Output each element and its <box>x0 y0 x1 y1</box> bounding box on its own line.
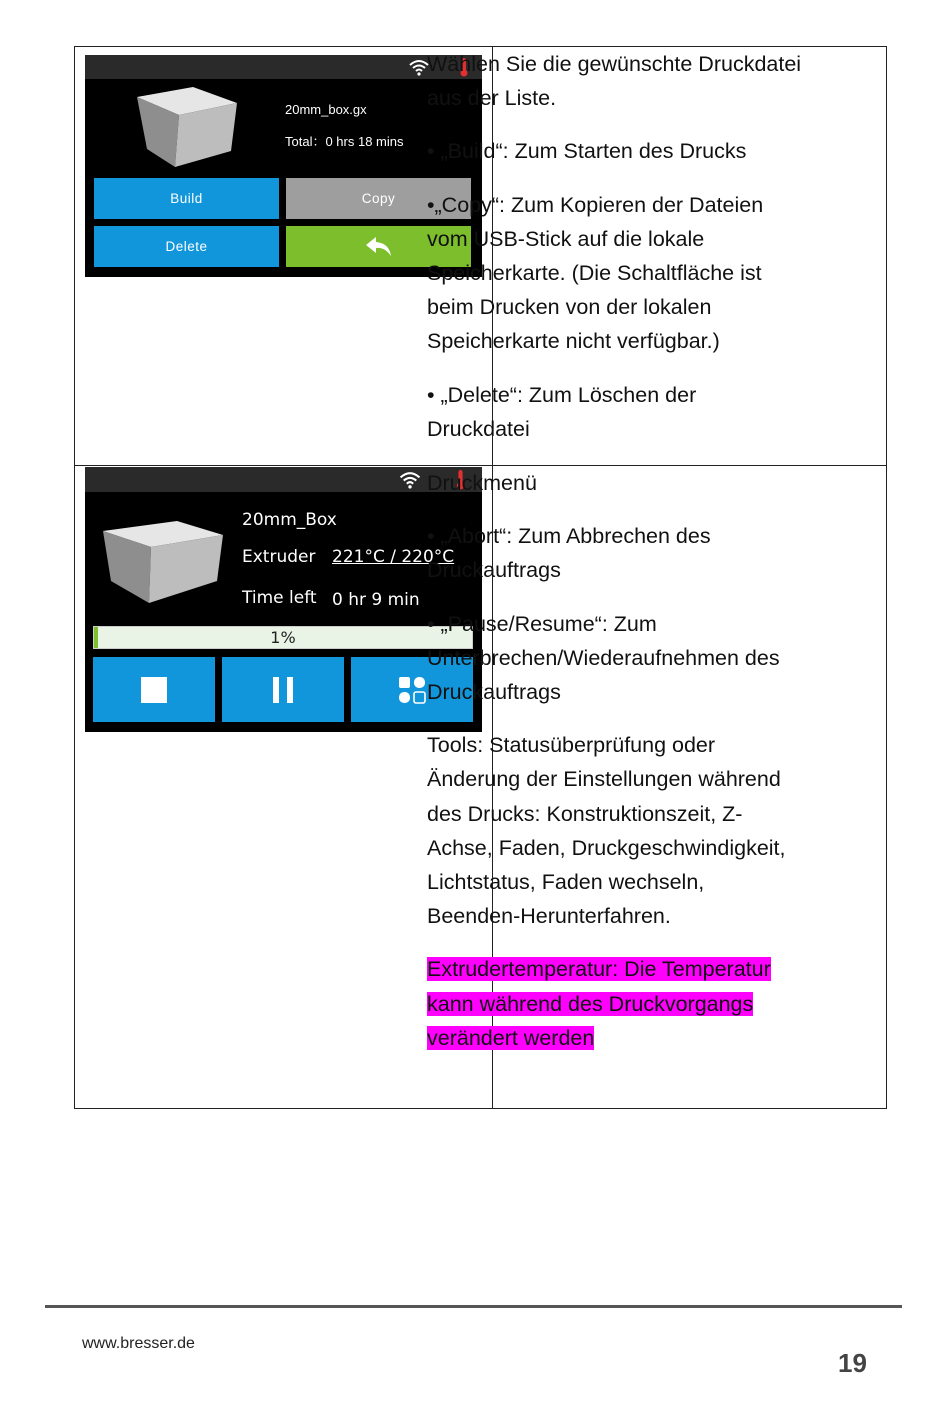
stop-icon <box>141 677 167 703</box>
print-file-name: 20mm_Box <box>242 510 337 530</box>
model-preview <box>133 85 243 169</box>
text-copy: •„Copy“: Zum Kopieren der Dateien vom USB-Stick auf die lokale Speicherkarte. (Die Schaltfläche ist beim Drucken von der lokalen Speicherkarte nicht verfügbar.) <box>427 192 764 354</box>
time-left-value: 0 hr 9 min <box>332 590 420 610</box>
text-extruder-temperature <box>427 952 802 1055</box>
text-delete: • „Delete“: Zum Löschen der Druckdatei <box>427 382 697 441</box>
delete-button[interactable] <box>94 226 279 267</box>
pause-icon <box>272 677 294 703</box>
text-build: • „Build“: Zum Starten des Drucks <box>427 139 747 164</box>
page-number: 19 <box>838 1348 867 1378</box>
print-screen <box>85 467 482 732</box>
footer-url: www.bresser.de <box>82 1335 195 1352</box>
total-time: Total：0 hrs 18 mins <box>285 134 404 149</box>
footer-divider <box>45 1305 902 1308</box>
abort-button[interactable] <box>93 657 215 722</box>
time-left-label: Time left <box>242 588 317 608</box>
pause-button[interactable] <box>222 657 344 722</box>
file-screen <box>85 55 482 277</box>
extruder-label: Extruder <box>242 547 316 567</box>
status-bar <box>85 55 482 79</box>
text-print-menu: Druckmenü <box>427 471 537 495</box>
text-pause-resume: • „Pause/Resume“: Zum Unterbrechen/Wiederaufnehmen des Druckauftrags <box>427 611 780 705</box>
progress-bar <box>93 626 473 649</box>
file-name: 20mm_box.gx <box>285 102 367 117</box>
print-description <box>427 466 802 1074</box>
wifi-icon <box>398 469 422 490</box>
highlighted-text: Extrudertemperatur: Die Temperatur kann während des Druckvorgangs verändert werden <box>427 957 771 1050</box>
status-bar <box>85 467 482 492</box>
delete-label: Delete <box>165 239 208 254</box>
text-tools: Tools: Statusüberprüfung oder Änderung der Einstellungen während des Drucks: Konstruktionszeit, Z-Achse, Faden, Druckgeschwindigkeit, Lichtstatus, Faden wechseln, Beenden-Herunterfahren. <box>427 733 786 929</box>
back-arrow-icon <box>365 236 393 258</box>
tools-icon <box>398 676 426 704</box>
text-abort: • „Abort“: Zum Abbrechen des Druckauftrags <box>427 524 711 583</box>
model-preview <box>99 517 227 607</box>
text-select-file: Wählen Sie die gewünschte Druckdatei aus der Liste. <box>427 52 802 111</box>
file-description <box>427 47 802 465</box>
copy-label: Copy <box>361 191 396 206</box>
progress-label: 1% <box>270 628 296 647</box>
build-button[interactable] <box>94 178 279 219</box>
build-label: Build <box>170 191 203 206</box>
extruder-temperature[interactable]: 221°C / 220°C <box>332 547 455 567</box>
